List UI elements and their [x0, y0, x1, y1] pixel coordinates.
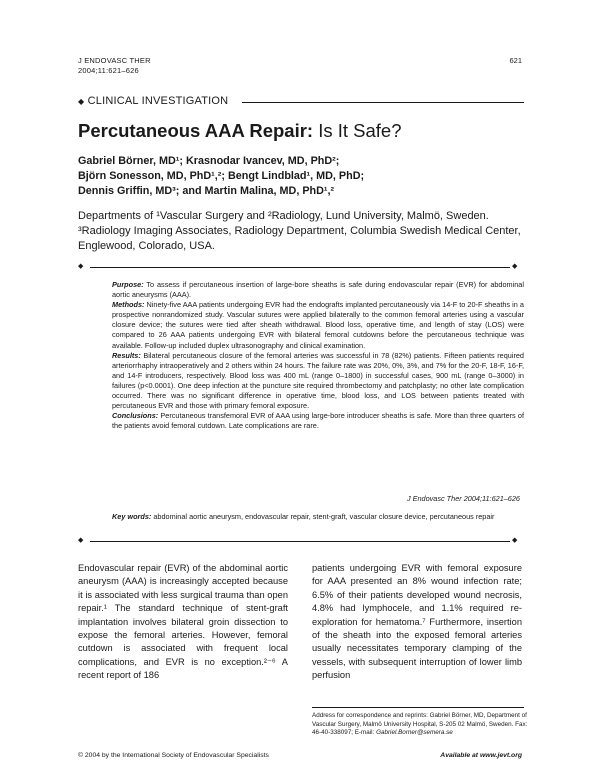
author-list	[78, 154, 518, 199]
abstract-methods	[112, 300, 524, 350]
results-label: Results:	[112, 350, 141, 360]
diamond-icon: ◆	[512, 537, 518, 544]
affiliations: Departments of ¹Vascular Surgery and ²Radiology, Lund University, Malmö, Sweden. ³Radiology Imaging Associates, Radiology Department, Columbia Swedish Medical Center, Englewood, Colorado, USA.	[78, 210, 521, 252]
conclusions-text: Percutaneous transfemoral EVR of AAA using large-bore introducer sheaths is safe. More than three quarters of the patients avoid femoral cutdown. Late complications are rare.	[112, 411, 524, 431]
author-line: Gabriel Börner, MD¹; Krasnodar Ivancev, MD, PhD²;	[78, 155, 340, 167]
author-line: Dennis Griffin, MD³; and Martin Malina, MD, PhD¹,²	[78, 185, 335, 197]
journal-header	[78, 56, 151, 76]
section-heading	[78, 95, 228, 107]
purpose-text: To assess if percutaneous insertion of large-bore sheaths is safe during endovascular repair (EVR) for abdominal aortic aneurysms (AAA).	[112, 280, 524, 300]
copyright: © 2004 by the International Society of Endovascular Specialists	[78, 752, 269, 759]
diamond-icon: ◆	[78, 263, 84, 270]
purpose-label: Purpose:	[112, 280, 144, 289]
diamond-icon: ◆	[78, 537, 84, 544]
page-number: 621	[509, 56, 522, 65]
keywords-label: Key words:	[112, 512, 152, 521]
correspondence-footnote	[312, 712, 532, 738]
abstract-citation: J Endovasc Ther 2004;11:621–626	[406, 494, 520, 503]
results-text: Bilateral percutaneous closure of the femoral arteries was successful in 78 (82%) patients. Fifteen patients required arteriorrhaphy intraoperatively and 2 others within 24 hours. The failure rate was 20%, 0%, 3%, and 7% for the 20-F, 18-F, 16-F, and 14-F introducers, respectively. Blood loss was 400 mL (range 0–1800) in successful cases, 900 mL (range 0–3000) in failures (p<0.0001). One deep infection at the puncture site required thrombectomy and patchplasty; no other late complication occurred. There was no significant difference in operative time, blood loss, and LOS between patients treated with percutaneous EVR and those with primary femoral exposure.	[112, 350, 524, 411]
section-label: CLINICAL INVESTIGATION	[87, 95, 229, 107]
author-line: Björn Sonesson, MD, PhD¹,²; Bengt Lindblad¹, MD, PhD;	[78, 170, 365, 182]
footnote-divider	[312, 707, 524, 708]
footnote-email[interactable]: Gabriel.Borner@semera.se	[376, 729, 453, 737]
section-divider	[242, 102, 524, 103]
title-main: Percutaneous AAA Repair:	[78, 120, 314, 141]
methods-label: Methods:	[112, 300, 145, 310]
conclusions-label: Conclusions:	[112, 411, 159, 421]
article-title	[78, 120, 402, 142]
footnote-text: Address for correspondence and reprints: Gabriel Börner, MD, Department of Vascular Surgery, Malmö University Hospital, S-205 02 Malmö, Sweden. Fax: 46-40-338097; E-mail:	[312, 712, 528, 737]
keywords	[112, 512, 522, 522]
body-column-left	[78, 562, 288, 683]
journal-volume: 2004;11:621–626	[78, 66, 139, 75]
abstract-conclusions	[112, 411, 524, 431]
abstract-top-rule	[90, 267, 510, 268]
journal-name: J ENDOVASC THER	[78, 56, 151, 65]
methods-text: Ninety-five AAA patients undergoing EVR had the endografts implanted percutaneously via 14-F to 20-F sheaths in a prospective nonrandomized study. Vascular sutures were applied bilaterally to the common femoral arteries using a vascular closure device; the sutures were tied after sheath withdrawal. Blood loss, operative time, and length of stay (LOS) were compared to 26 AAA patients undergoing EVR with bilateral femoral cutdowns before the percutaneous technique was available. Follow-up included duplex ultrasonography and clinical examination.	[112, 300, 524, 350]
abstract-results	[112, 351, 524, 412]
keywords-text: abdominal aortic aneurysm, endovascular repair, stent-graft, vascular closure device, percutaneous repair	[153, 512, 495, 521]
abstract-bottom-rule	[90, 541, 510, 542]
abstract	[112, 280, 524, 431]
diamond-icon: ◆	[512, 263, 518, 270]
body-paragraph: patients undergoing EVR with femoral exposure for AAA presented an 8% wound infection rate; 6.5% of their patients developed wound necrosis, 4.8% had lymphocele, and 1.1% required re-exploration for hematoma.⁷ Furthermore, insertion of the sheath into the exposed femoral arteries usually necessitates temporary clamping of the vessels, with subsequent interruption of lower limb perfusion	[312, 563, 522, 681]
abstract-purpose	[112, 280, 524, 300]
title-sub: Is It Safe?	[318, 120, 402, 141]
body-paragraph: Endovascular repair (EVR) of the abdominal aortic aneurysm (AAA) is increasingly accepted because it is associated with less surgical trauma than open repair.¹ The standard technique of stent-graft implantation involves bilateral groin dissection to expose the femoral arteries. However, femoral cutdown is associated with frequent local complications, and EVR is no exception.²⁻⁶ A recent report of 186	[78, 563, 288, 681]
diamond-icon: ◆	[78, 97, 85, 106]
journal-url[interactable]: Available at www.jevt.org	[440, 752, 522, 759]
body-column-right	[312, 562, 522, 683]
